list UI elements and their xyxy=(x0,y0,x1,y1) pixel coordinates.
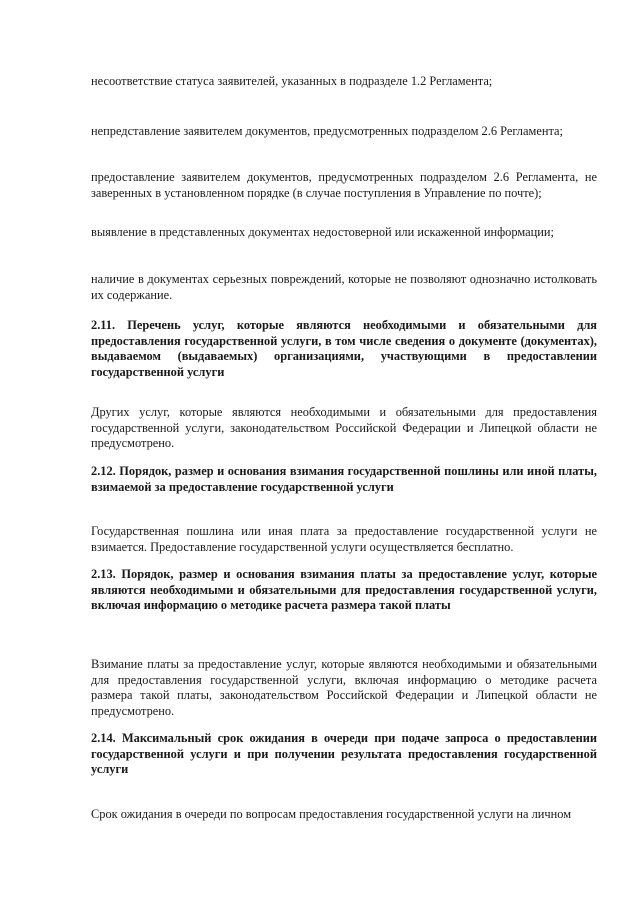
paragraph-damaged-documents: наличие в документах серьезных повреждений, которые не позволяют однозначно истолковать их содержание. xyxy=(91,272,597,302)
heading-2-12: 2.12. Порядок, размер и основания взимания государственной пошлины или иной платы, взимаемой за предоставление государственной услуги xyxy=(91,464,597,494)
heading-2-11: 2.11. Перечень услуг, которые являются необходимыми и обязательными для предоставления государственной услуги, в том числе сведения о документе (документах), выдаваемом (выдаваемых) организациями, участвующими в предоставлении государственной услуги xyxy=(91,318,597,379)
paragraph-2-11-body: Других услуг, которые являются необходимыми и обязательными для предоставления государственной услуги, законодательством Российской Федерации и Липецкой области не предусмотрено. xyxy=(91,405,597,451)
paragraph-unverified-documents: предоставление заявителем документов, предусмотренных подразделом 2.6 Регламента, не заверенных в установленном порядке (в случае поступления в Управление по почте); xyxy=(91,170,597,200)
paragraph-2-12-body: Государственная пошлина или иная плата за предоставление государственной услуги не взимается. Предоставление государственной услуги осуществляется бесплатно. xyxy=(91,524,597,554)
paragraph-missing-documents: непредставление заявителем документов, предусмотренных подразделом 2.6 Регламента; xyxy=(91,124,563,138)
heading-2-14: 2.14. Максимальный срок ожидания в очереди при подаче запроса о предоставлении государственной услуги и при получении результата предоставления государственной услуги xyxy=(91,731,597,777)
paragraph-2-13-body: Взимание платы за предоставление услуг, которые являются необходимыми и обязательными для предоставления государственной услуги, включая информацию о методике расчета размера такой платы, законодательством Российской Федерации и Липецкой области не предусмотрено. xyxy=(91,657,597,718)
paragraph-2-14-body: Срок ожидания в очереди по вопросам предоставления государственной услуги на личном xyxy=(91,807,572,821)
paragraph-invalid-information: выявление в представленных документах недостоверной или искаженной информации; xyxy=(91,225,554,239)
heading-2-13: 2.13. Порядок, размер и основания взимания платы за предоставление услуг, которые являются необходимыми и обязательными для предоставления государственной услуги, включая информацию о методике расчета размера такой платы xyxy=(91,567,597,613)
paragraph-status-mismatch: несоответствие статуса заявителей, указанных в подразделе 1.2 Регламента; xyxy=(91,74,493,88)
